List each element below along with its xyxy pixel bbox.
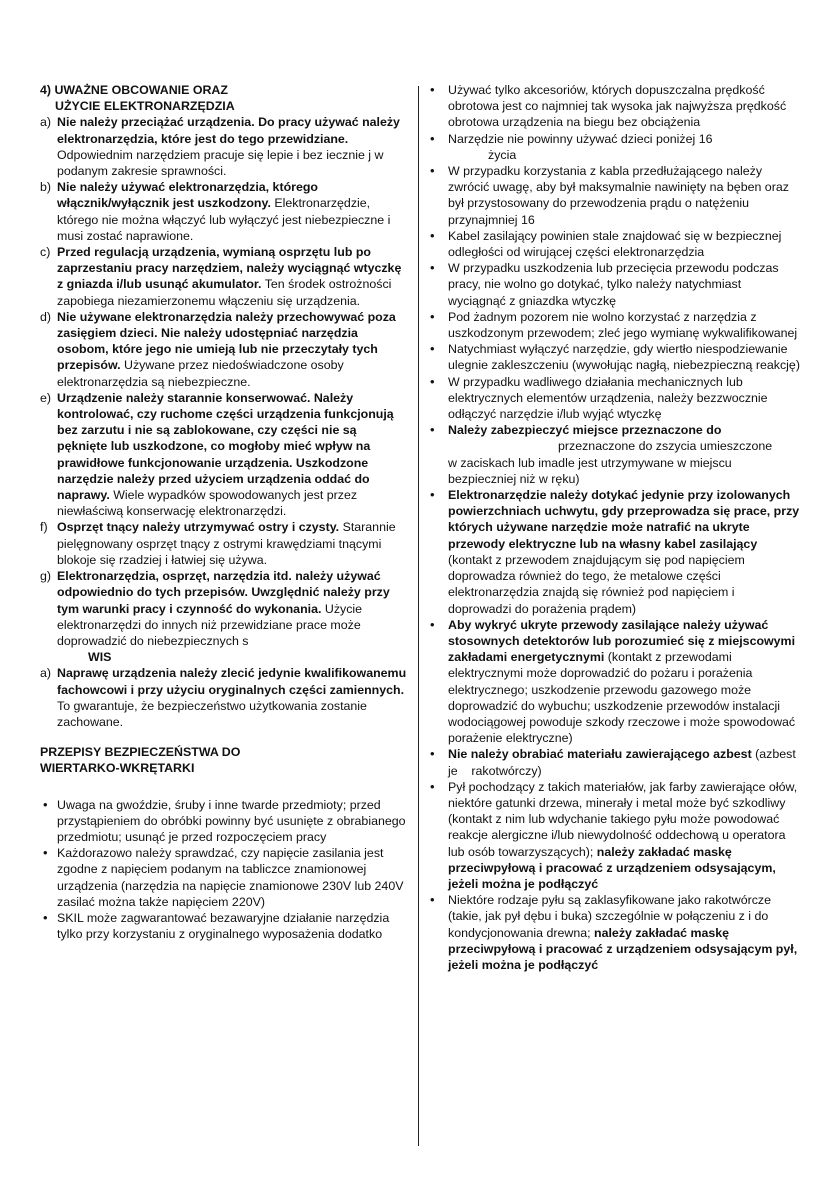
item-marker: f) bbox=[40, 520, 48, 535]
bullet-text: W przypadku uszkodzenia lub przecięcia przewodu podczas pracy, nie wolno go dotykać, tylko należy natychmiast wyciągnąć z gniazdka wtyczkę bbox=[448, 261, 779, 308]
item-bold-text: Osprzęt tnący należy utrzymywać ostry i czysty. bbox=[57, 520, 340, 535]
bullet-text: Pod żadnym pozorem nie wolno korzystać z narzędzia z uszkodzonym przewodem; zleć jego wymianę wykwalifikowanej bbox=[448, 309, 798, 341]
column-divider bbox=[418, 86, 419, 1146]
bullet-marker: • bbox=[430, 130, 435, 146]
drill-title-line2: WIERTARKO-WKRĘTARKI bbox=[40, 761, 195, 776]
item-marker: a) bbox=[40, 666, 52, 681]
drill-bullet-14 bbox=[428, 617, 801, 747]
item-bold-text: Nie należy używać elektronarzędzia, którego włącznik/wyłącznik jest uszkodzony. bbox=[57, 180, 318, 211]
item-text: Starannie pielęgnowany osprzęt tnący z ostrymi krawędziami tnącymi blokoje się rzadziej i łatwiej się używa. bbox=[57, 520, 396, 567]
item-text: Elektronarzędzie, którego nie można włączyć lub wyłączyć jest niebezpieczne i musi zostać naprawione. bbox=[57, 196, 391, 243]
bullet-marker: • bbox=[430, 341, 435, 357]
rule-item-d bbox=[40, 309, 410, 390]
bullet-text: (azbest je rakotwórczy) bbox=[448, 747, 800, 778]
item-text: Ten środek ostrożności zapobiega niezamierzonemu włączeniu się urządzenia. bbox=[57, 277, 392, 308]
rule-item-b bbox=[40, 179, 410, 244]
drill-bullet-1 bbox=[40, 797, 410, 846]
bullet-marker: • bbox=[43, 796, 48, 812]
bullet-text-cont: życia bbox=[488, 147, 517, 162]
item-marker: a) bbox=[40, 115, 52, 130]
bullet-text: Kabel zasilający powinien stale znajdować się w bezpiecznej odległości od wirującej części elektronarzędzia bbox=[448, 228, 782, 260]
bullet-marker: • bbox=[430, 227, 435, 243]
bullet-text: Niektóre rodzaje pyłu są zaklasyfikowane jako rakotwórcze (takie, jak pył dębu i buka) szczególnie w połączeniu z i do kondycjonowania drewna; bbox=[448, 893, 771, 940]
drill-bullet-4 bbox=[428, 82, 801, 131]
bullet-marker: • bbox=[430, 487, 435, 503]
drill-bullet-8 bbox=[428, 260, 801, 309]
bullet-text: W przypadku wadliwego działania mechanicznych lub elektrycznych elementów urządzenia, należy bezzwocznie odłączyć narzędzie i/lub wyjąć wtyczkę bbox=[448, 374, 768, 422]
service-heading: WIS bbox=[88, 650, 112, 665]
item-marker: b) bbox=[40, 180, 52, 195]
item-marker: e) bbox=[40, 390, 52, 405]
drill-bullet-2 bbox=[40, 845, 410, 910]
bullet-text-cont: przeznaczone do zszycia umieszczone bbox=[558, 439, 773, 454]
bullet-marker: • bbox=[430, 373, 435, 389]
item-marker: g) bbox=[40, 569, 52, 584]
section-4-title-line1: 4) UWAŻNE OBCOWANIE ORAZ bbox=[40, 83, 228, 97]
service-item-a bbox=[40, 665, 410, 730]
item-bold-text: Nie używane elektronarzędzia należy przechowywać poza zasięgiem dzieci. Nie należy udostępniać narzędzia osobom, które jego nie umieją lub nie przeczytały tych przepisów. bbox=[57, 309, 396, 373]
item-bold-text: Urządzenie należy starannie konserwować. Należy kontrolować, czy ruchome części urządzenia funkcjonują bez zarzutu i nie są zablokowane, czy części nie są pęknięte lub uszkodzone, co mogłoby mieć wpływ na prawidłowe funkcjonowanie urządzenia. Uszkodzone narzędzie należy przed użyciem urządzenia oddać do naprawy. bbox=[57, 390, 394, 503]
bullet-bold-text: Należy zabezpieczyć miejsce przeznaczone do bbox=[448, 423, 722, 438]
item-text: Wiele wypadków spowodowanych jest przez niewłaściwą konserwację elektronarzędzi. bbox=[57, 488, 358, 519]
bullet-text: Pył pochodzący z takich materiałów, jak farby zawierające ołów, niektóre gatunki drzewa, minerały i metal może być szkodliwy (kontakt z nim lub wdychanie takiego pyłu może powodować reakcje alergiczne i/lub niewydolność oddechową u operatora lub osób towarzyszących); bbox=[448, 779, 798, 859]
rule-item-e bbox=[40, 390, 410, 520]
rule-item-a bbox=[40, 114, 410, 179]
left-column bbox=[40, 82, 410, 942]
drill-bullet-10 bbox=[428, 341, 801, 373]
bullet-marker: • bbox=[43, 845, 48, 861]
rule-item-g bbox=[40, 568, 410, 649]
bullet-marker: • bbox=[430, 82, 435, 97]
section-4-title bbox=[40, 82, 410, 114]
bullet-marker: • bbox=[43, 909, 48, 925]
bullet-marker: • bbox=[430, 616, 435, 632]
bullet-text: W przypadku korzystania z kabla przedłużającego należy zwrócić uwagę, aby był maksymalnie nawinięty na bęben oraz był przystosowany do przewodzenia prądu o natężeniu przynajmniej 16 bbox=[448, 164, 789, 227]
drill-bullet-15 bbox=[428, 746, 801, 778]
drill-bullet-17 bbox=[428, 892, 801, 973]
rule-item-c bbox=[40, 244, 410, 309]
bullet-text: (kontakt z przewodami elektrycznymi może doprowadzić do pożaru i porażenia elektrycznego; uszkodzenie przewodu gazowego może doprowadzić do wybuchu; uszkodzenie przewodów instalacji wodociągowej powoduje szkody rzeczowe i może spowodować porażenie elektryczne) bbox=[448, 650, 796, 746]
bullet-bold-text: Elektronarzędzie należy dotykać jedynie przy izolowanych powierzchniach uchwytu, gdy przeprowadza się prace, przy których używane narzędzie może natrafić na ukryte przewody elektryczne lub na własny kabel zasilający bbox=[448, 488, 800, 551]
section-4-title-line2: UŻYCIE ELEKTRONARZĘDZIA bbox=[55, 99, 235, 114]
drill-bullet-6 bbox=[428, 163, 801, 228]
item-bold-text: Elektronarzędzia, osprzęt, narzędzia itd. należy używać odpowiednio do tych przepisów. Uwzględnić należy przy tym warunki pracy i czynność do wykonania. bbox=[57, 569, 390, 616]
item-text: Użycie elektronarzędzi do innych niż przewidziane prace może doprowadzić do niebezpiecznych s bbox=[57, 601, 363, 648]
bullet-marker: • bbox=[430, 892, 435, 908]
item-text: To gwarantuje, że bezpieczeństwo użytkowania zostanie zachowane. bbox=[57, 698, 367, 729]
item-marker: d) bbox=[40, 309, 52, 324]
bullet-text: Uwaga na gwoździe, śruby i inne twarde przedmioty; przed przystąpieniem do obróbki powinny być usunięte z obrabianego przedmiotu; usunąć je przed rozpoczęciem pracy bbox=[57, 797, 406, 844]
drill-bullet-3 bbox=[40, 910, 410, 942]
bullet-bold-text: Aby wykryć ukryte przewody zasilające należy używać stosownych detektorów lub porozumieć się z miejscowymi zakładami energetycznymi bbox=[448, 617, 796, 665]
item-text: Używane przez niedoświadczone osoby elektronarzędzia są niebezpieczne. bbox=[57, 358, 344, 389]
bullet-marker: • bbox=[430, 746, 435, 762]
bullet-text: Natychmiast wyłączyć narzędzie, gdy wiertło niespodziewanie ulegnie zakleszczeniu (wywołując nagłą, niebezpieczną reakcję) bbox=[448, 342, 800, 373]
bullet-text: SKIL może zagwarantować bezawaryjne działanie narzędzia tylko przy korzystaniu z oryginalnego wyposażenia dodatko bbox=[57, 910, 390, 942]
rule-item-f bbox=[40, 519, 410, 568]
bullet-text-tail: w zaciskach lub imadle jest utrzymywane w miejscu bezpieczniej niż w ręku) bbox=[448, 455, 732, 486]
item-text: Odpowiednim narzędziem pracuje się lepie i bez iecznie j w podanym zakresie sprawności. bbox=[57, 147, 384, 179]
bullet-text: Narzędzie nie powinny używać dzieci poniżej 16 bbox=[448, 131, 713, 146]
drill-bullet-13 bbox=[428, 487, 801, 617]
bullet-bold-text: Nie należy obrabiać materiału zawierającego azbest bbox=[448, 747, 752, 762]
bullet-marker: • bbox=[430, 778, 435, 794]
bullet-marker: • bbox=[430, 308, 435, 324]
drill-bullet-9 bbox=[428, 309, 801, 341]
item-bold-text: Nie należy przeciążać urządzenia. Do pracy używać należy elektronarzędzia, które jest do tego przewidziane. bbox=[57, 115, 400, 146]
item-bold-text: Naprawę urządzenia należy zlecić jedynie kwalifikowanemu fachowcowi i przy użyciu oryginalnych części zamiennych. bbox=[57, 666, 407, 697]
bullet-marker: • bbox=[430, 260, 435, 276]
drill-bullet-11 bbox=[428, 374, 801, 423]
drill-title-line1: PRZEPISY BEZPIECZEŃSTWA DO bbox=[40, 745, 241, 760]
bullet-text: Każdorazowo należy sprawdzać, czy napięcie zasilania jest zgodne z napięciem podanym na tabliczce znamionowej urządzenia (narzędzia na napięcie znamionowe 230V lub 240V zasilać można także napięciem 220V) bbox=[57, 846, 404, 909]
bullet-text: (kontakt z przewodem znajdującym się pod napięciem doprowadza również do tego, że metalowe części elektronarzędzia znajdą się również pod napięciem i doprowadzi do porażenia prądem) bbox=[448, 552, 745, 616]
drill-bullet-12 bbox=[428, 422, 801, 487]
bullet-text: Używać tylko akcesoriów, których dopuszczalna prędkość obrotowa jest co najmniej tak wysoka jak najwyższa prędkość obrotowa urządzenia na biegu bez obciążenia bbox=[448, 83, 787, 130]
drill-bullet-16 bbox=[428, 779, 801, 892]
item-bold-text: Przed regulacją urządzenia, wymianą osprzętu lub po zaprzestaniu pracy narzędziem, należy wyciągnąć wtyczkę z gniazda i/lub usunąć akumulator. bbox=[57, 245, 402, 292]
bullet-marker: • bbox=[430, 163, 435, 179]
drill-bullet-7 bbox=[428, 228, 801, 260]
bullet-bold-text: należy zakładać maskę przeciwpyłową i pracować z urządzeniem odsysającym pył, jeżeli można je podłączyć bbox=[448, 925, 798, 972]
bullet-marker: • bbox=[430, 422, 435, 438]
item-marker: c) bbox=[40, 245, 51, 260]
bullet-bold-text: należy zakładać maskę przeciwpyłową i pracować z urządzeniem odsysającym, jeżeli można je podłączyć bbox=[448, 844, 776, 891]
drill-section-title bbox=[40, 744, 410, 776]
drill-bullet-5 bbox=[428, 131, 801, 163]
right-column bbox=[428, 82, 801, 973]
